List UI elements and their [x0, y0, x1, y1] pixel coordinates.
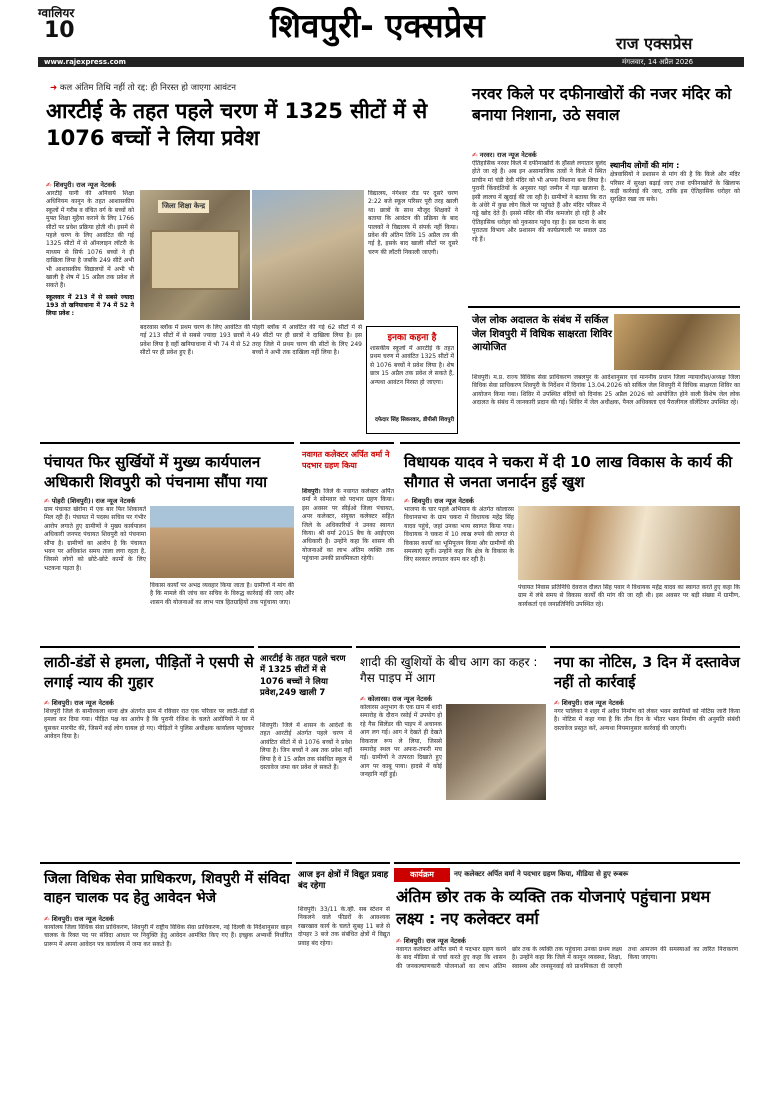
lakshya-byline: ✍ शिवपुरी। राज न्यूज नेटवर्क — [396, 936, 466, 945]
shaadi-byline: ✍ कोलारस। राज न्यूज नेटवर्क — [360, 694, 432, 703]
rte-side-headline: आरटीई के तहत पहले चरण में 1325 सीटों में से 1076 बच्चों ने लिया प्रवेश,249 खाली 7 — [260, 654, 346, 699]
issue-date: मंगलवार, 14 अप्रैल 2026 — [622, 58, 694, 66]
story-collector-join — [300, 442, 394, 642]
panchayat-photo — [150, 506, 294, 578]
napa-body: नगर पालिका ने शहर में अवैध निर्माण को लेकर भवन स्वामियों को नोटिस जारी किया है। नोटिस में कहा गया है कि तीन दिन के भीतर भवन निर्माण की अनुमति संबंधी दस्तावेज प्रस्तुत करें, अन्यथा नियमानुसार कार्रवाई की जाएगी। — [554, 708, 740, 732]
vidhik-body: कार्यालय जिला विधिक सेवा प्राधिकरण, शिवपुरी में राष्ट्रीय विधिक सेवा प्राधिकरण, नई दिल्ली के निर्देशानुसार वाहन चालक के रिक्त पद पर संविदा आधार पर नियुक्ति हेतु आवेदन आमंत्रित किए गए हैं। इच्छुक अभ्यर्थी निर्धारित प्रारूप में अपना आवेदन पत्र कार्यालय में जमा कर सकते हैं। — [44, 924, 292, 948]
rte-quote-box — [366, 326, 458, 434]
story-rte-side — [258, 646, 352, 858]
panchayat-body: ग्राम पंचायत खेरोना में एक बार फिर शिकायतें मिल रही हैं। पंचायत में पदस्थ सचिव पर गंभीर आरोप लगाते हुए ग्रामीणों ने मुख्य कार्यपालन अधिकारी जनपद पंचायत शिवपुरी को पंचनामा सौंपा है। ग्रामीणों का आरोप है कि पंचायत भवन पर अधिकांश समय ताला लगा रहता है, जिससे लोगों को छोटे-छोटे कामों के लिए भटकना पड़ता है। — [44, 506, 146, 572]
panchayat-caption: विकास कार्यों पर अभद्र व्यवहार किया जाता है। ग्रामीणों ने मांग की है कि मामले की जांच कर सचिव के विरुद्ध कार्रवाई की जाए और शासन की योजनाओं का लाभ पात्र हितग्राहियों तक पहुंचाया जाए। — [150, 582, 294, 606]
jail-photo — [614, 314, 740, 370]
vidhayak-body: भाजपा के चार पहले अभियान के अंतर्गत कोलारस विधानसभा के ग्राम चकरा में विधायक महेंद्र सिंह यादव पहुंचे, जहां उनका भव्य स्वागत किया गया। विधायक ने चकरा में 10 लाख रुपये की लागत से विकास कार्यों का भूमिपूजन किया और ग्रामीणों की समस्याएं सुनीं। उन्होंने कहा कि क्षेत्र के विकास के लिए सरकार लगातार काम कर रही है। — [404, 506, 514, 564]
water-body: शिवपुरी। 33/11 के.व्ही. सब स्टेशन से निकलने वाले फीडरों के आवश्यक रखरखाव कार्य के चलते सुबह 11 बजे से दोपहर 3 बजे तक संबंधित क्षेत्रों में विद्युत प्रवाह बंद रहेगा। — [298, 906, 390, 947]
rte-col2: विद्यालय, नंगेश्वर रोड पर दूसरे चरण 2:22 बजे स्कूल परिसर पूरी तरह खाली था। छात्रों के साथ मौजूद शिक्षकों ने बताया कि आवंटन की प्रक्रिया के बाद पालकों ने विद्यालय में संपर्क नहीं किया। प्रवेश की अंतिम तिथि 15 अप्रैल तय की गई है, इसके बाद खाली सीटों पर दूसरे चरण की लॉटरी निकाली जाएगी। — [368, 190, 458, 256]
vidhayak-headline: विधायक यादव ने चकरा में दी 10 लाख विकास के कार्य की सौगात से जनता जनार्दन हुई खुश — [404, 453, 733, 492]
rte-caption-2: पोहरी ब्लॉक में आवंटित की गई 62 सीटों में से 49 सीटों पर ही छात्रों ने दाखिला लिया है। इस तरह जिले में प्रथम चरण की सीटों के लिए 249 बच्चों ने अभी तक दाखिला नहीं लिया है। — [252, 324, 362, 357]
story-collector-lakshya — [394, 862, 740, 1100]
rte-photo — [140, 190, 250, 320]
rte-byline: ✍ शिवपुरी। राज न्यूज नेटवर्क — [46, 180, 116, 189]
arrow-icon: ➜ — [50, 83, 58, 93]
vidhik-headline: जिला विधिक सेवा प्राधिकरण, शिवपुरी में संविदा वाहन चालक पद हेतु आवेदन भेजे — [44, 871, 290, 906]
panchayat-headline: पंचायत फिर सुर्खियों में मुख्य कार्यपालन अधिकारी शिवपुरी को पंचनामा सौंपा गया — [44, 453, 268, 492]
jail-body: शिवपुरी। म.प्र. राज्य विधिक सेवा प्राधिकरण जबलपुर के आदेशानुसार एवं माननीय प्रधान जिला न्यायाधीश/अध्यक्ष जिला विधिक सेवा प्राधिकरण शिवपुरी के निर्देशन में दिनांक 13.04.2026 को सर्किल जेल शिवपुरी में विधिक साक्षरता शिविर का आयोजन किया गया। शिविर में उपस्थित बंदियों को दिनांक 25 अप्रैल 2026 को आयोजित होने वाली विशेष जेल लोक अदालत के संबंध में जानकारी प्रदान की गई। शिविर में जेल अधीक्षक, पैनल अधिवक्ता एवं पैरालीगल वॉलेंटियर उपस्थित रहे। — [472, 374, 740, 407]
jail-headline: जेल लोक अदालत के संबंध में सर्किल जेल शिवपुरी में विधिक साक्षरता शिविर आयोजित — [472, 315, 612, 353]
lakshya-body: नवागत कलेक्टर अर्पित वर्मा ने पदभार ग्रहण करने के बाद मीडिया से चर्चा करते हुए कहा कि शासन की जनकल्याणकारी योजनाओं का लाभ अंतिम छोर तक के व्यक्ति तक पहुंचाना उनका प्रथम लक्ष्य है। उन्होंने कहा कि जिले में कानून व्यवस्था, शिक्षा, स्वास्थ्य और जनसुनवाई को प्राथमिकता दी जाएगी तथा आमजन की समस्याओं का त्वरित निराकरण किया जाएगा। — [396, 946, 738, 970]
lakshya-kicker: नए कलेक्टर अर्पित वर्मा ने पदभार ग्रहण किया, मीडिया से हुए रूबरू — [454, 870, 629, 878]
page-number: 10 — [44, 18, 75, 43]
lathi-headline: लाठी-डंडों से हमला, पीड़ितों ने एसपी से लगाई न्याय की गुहार — [44, 655, 254, 691]
shaadi-headline: शादी की खुशियों के बीच आग का कहर : गैस पाइप में आग — [360, 655, 538, 686]
quote-by: दफेदार सिंह सिकरवार, डीपीसी शिवपुरी — [375, 417, 454, 423]
rte-kicker: ➜ कल अंतिम तिथि नहीं तो रद्द: ही निरस्त हो जाएगा आवंटन — [50, 83, 236, 93]
narwar-subheading: स्थानीय लोगों की मांग : — [610, 161, 680, 170]
narwar-body-2: स्थानीय लोगों की मांग : क्षेत्रवासियों ने प्रशासन से मांग की है कि किले और मंदिर परिसर में सुरक्षा बढ़ाई जाए तथा दफीनाखोरों के खिलाफ कड़ी कार्रवाई की जाए, ताकि इस ऐतिहासिक धरोहर को सुरक्षित रखा जा सके। — [610, 161, 740, 204]
story-water — [296, 862, 390, 1100]
story-jail — [468, 306, 740, 440]
building-photo — [150, 230, 240, 290]
narwar-body: ऐतिहासिक नरवर किले में दफीनाखोरों के हौंसले लगातार बुलंद होते जा रहे हैं। अब इन असामाजिक तत्वों ने किले में स्थित प्राचीन मां चंडी देवी मंदिर को भी अपना निशाना बना लिया है। पुरानी किंवदंतियों के अनुसार यहां जमीन में गड़ा खजाना है, इसी लालच में खुदाई की जा रही है। ग्रामीणों ने बताया कि रात के अंधेरे में कुछ लोग किले पर पहुंचते हैं और मंदिर परिसर में गड्ढे खोद देते हैं। इससे मंदिर की नींव कमजोर हो रही है और ऐतिहासिक धरोहर को नुकसान पहुंच रहा है। इस घटना के बाद पुरातत्व विभाग और प्रशासन की कार्यप्रणाली पर सवाल उठ रहे हैं। — [472, 160, 606, 243]
section-title: शिवपुरी- एक्सप्रेस — [270, 6, 485, 45]
story-rte — [40, 76, 460, 438]
sign-board: जिला शिक्षा केन्द्र — [158, 200, 209, 213]
story-shaadi — [356, 646, 546, 858]
lakshya-headline: अंतिम छोर तक के व्यक्ति तक योजनाएं पहुंचाना प्रथम लक्ष्य : नए कलेक्टर वर्मा — [396, 887, 711, 928]
shaadi-photo — [446, 704, 546, 800]
rte-side-body: शिवपुरी। जिले में शासन के आदेशों के तहत आरटीई अंतर्गत पहले चरण में आवंटित सीटों में से 1076 बच्चों ने प्रवेश लिया है। जिन बच्चों ने अब तक प्रवेश नहीं लिया है वे 15 अप्रैल तक संबंधित स्कूल में दस्तावेज जमा कर प्रवेश ले सकते हैं। — [260, 722, 352, 771]
water-headline: आज इन क्षेत्रों में विद्युत प्रवाह बंद रहेगा — [298, 870, 389, 892]
story-vidhik — [40, 862, 292, 1100]
collector-join-kicker: नवागत कलेक्टर अर्पित वर्मा ने पदभार ग्रहण किया — [302, 450, 390, 470]
shaadi-body: कोलारस अनुभाग के एक ग्राम में शादी समारोह के दौरान रसोई में उपयोग हो रहे गैस सिलेंडर की पाइप में अचानक आग लग गई। आग ने देखते ही देखते विकराल रूप ले लिया, जिससे समारोह स्थल पर अफरा-तफरी मच गई। ग्रामीणों ने तत्परता दिखाते हुए आग पर काबू पाया। हादसे में कोई जनहानि नहीं हुई। — [360, 704, 442, 779]
vidhayak-body-2: पंचायत निवास प्रतिनिधि देवराज दौलत सिंह पवार ने विधायक महेंद्र यादव का स्वागत करते हुए कहा कि ग्राम में लंबे समय से विकास कार्यों की मांग की जा रही थी। इस अवसर पर बड़ी संख्या में ग्रामीण, कार्यकर्ता एवं जनप्रतिनिधि उपस्थित रहे। — [518, 584, 740, 608]
website[interactable]: www.rajexpress.com — [44, 58, 126, 66]
brand-name: राज एक्सप्रेस — [616, 34, 693, 53]
panchayat-byline: ✍ पोहरी (शिवपुरी)। राज न्यूज नेटवर्क — [44, 496, 135, 505]
rte-headline: आरटीई के तहत पहले चरण में 1325 सीटों में से 1076 बच्चों ने लिया प्रवेश — [46, 99, 428, 151]
quote-heading: इनका कहना है — [387, 333, 437, 343]
narwar-headline: नरवर किले पर दफीनाखोरों की नजर मंदिर को बनाया निशाना, उठे सवाल — [472, 85, 732, 124]
napa-byline: ✍ शिवपुरी। राज न्यूज नेटवर्क — [554, 698, 624, 707]
city-name: ग्वालियर — [38, 6, 75, 20]
rte-col1: आरटीई यानी की अनिवार्य शिक्षा अधिनियम कानून के तहत आशासकीय स्कूलों में गरीब व वंचित वर्ग के बच्चों को मुफ्त शिक्षा मुहैया कराने के लिए 1766 सीटों पर प्रवेश प्रक्रिया होती थी। इसमें से पहले चरण के लिए आवंटित की गई 1325 सीटों में से ऑनलाइन लॉटरी के माध्यम से सिर्फ 1076 बच्चों ने ही दाखिला लिया है जबकि 249 सीटें अभी भी आशासकीय विद्यालयों में अभी भी खाली है शेष में 15 अप्रैल तक प्रवेश ले सकते हैं। स्कूलवार में 213 में से सबसे ज्यादा 193 तो खनियाधाना में 74 में 52 ने लिया प्रवेश : — [46, 190, 134, 318]
quote-text: शासकीय स्कूलों में आरटीई के तहत प्रथम चरण में आवंटित 1325 सीटों में से 1076 बच्चों ने प्रवेश लिया है। शेष छात्र 15 अप्रैल तक प्रवेश ले सकते हैं, अन्यथा आवंटन निरस्त हो जाएगा। — [370, 345, 454, 386]
vidhayak-photo — [518, 506, 740, 580]
vidhayak-byline: ✍ शिवपुरी। राज न्यूज नेटवर्क — [404, 496, 474, 505]
lathi-byline: ✍ शिवपुरी। राज न्यूज नेटवर्क — [44, 698, 114, 707]
story-panchayat — [40, 442, 294, 642]
collector-join-body: शिवपुरी। जिले के नवागत कलेक्टर अर्पित वर्मा ने सोमवार को पदभार ग्रहण किया। इस अवसर पर सीईओ जिला पंचायत, अपर कलेक्टर, संयुक्त कलेक्टर सहित जिले के अधिकारियों ने उनका स्वागत किया। श्री वर्मा 2015 बैच के आईएएस अधिकारी हैं। उन्होंने कहा कि शासन की योजनाओं का लाभ अंतिम व्यक्ति तक पहुंचाना उनकी प्राथमिकता रहेगी। — [302, 488, 394, 563]
masthead — [0, 0, 778, 66]
rte-photo-2 — [252, 190, 364, 320]
rte-caption-1: बदरवास ब्लॉक में प्रथम चरण के लिए आवंटित की गई 213 सीटों में से सबसे ज्यादा 193 छात्रों ने प्रवेश लिया है वहीं खनियाधाना में भी 74 में से 52 सीटों पर ही प्रवेश हुए हैं। — [140, 324, 250, 357]
napa-headline: नपा का नोटिस, 3 दिन में दस्तावेज नहीं तो कार्रवाई — [554, 655, 740, 691]
story-napa — [550, 646, 740, 858]
story-vidhayak — [400, 442, 740, 642]
narwar-byline: ✍ नरवर। राज न्यूज नेटवर्क — [472, 150, 537, 159]
story-narwar — [468, 76, 740, 302]
vidhik-byline: ✍ शिवपुरी। राज न्यूज नेटवर्क — [44, 914, 114, 923]
story-lathi — [40, 646, 254, 858]
section-tag: कार्यक्रम — [394, 868, 450, 882]
lathi-body: शिवपुरी जिले के बामौरकला थाना क्षेत्र अंतर्गत ग्राम में रविवार रात एक परिवार पर लाठी-डंडों से हमला कर दिया गया। पीड़ित पक्ष का आरोप है कि पुरानी रंजिश के चलते आरोपियों ने घर में घुसकर मारपीट की, जिसमें कई लोग घायल हो गए। पीड़ितों ने पुलिस अधीक्षक कार्यालय पहुंचकर आवेदन दिया है। — [44, 708, 254, 741]
